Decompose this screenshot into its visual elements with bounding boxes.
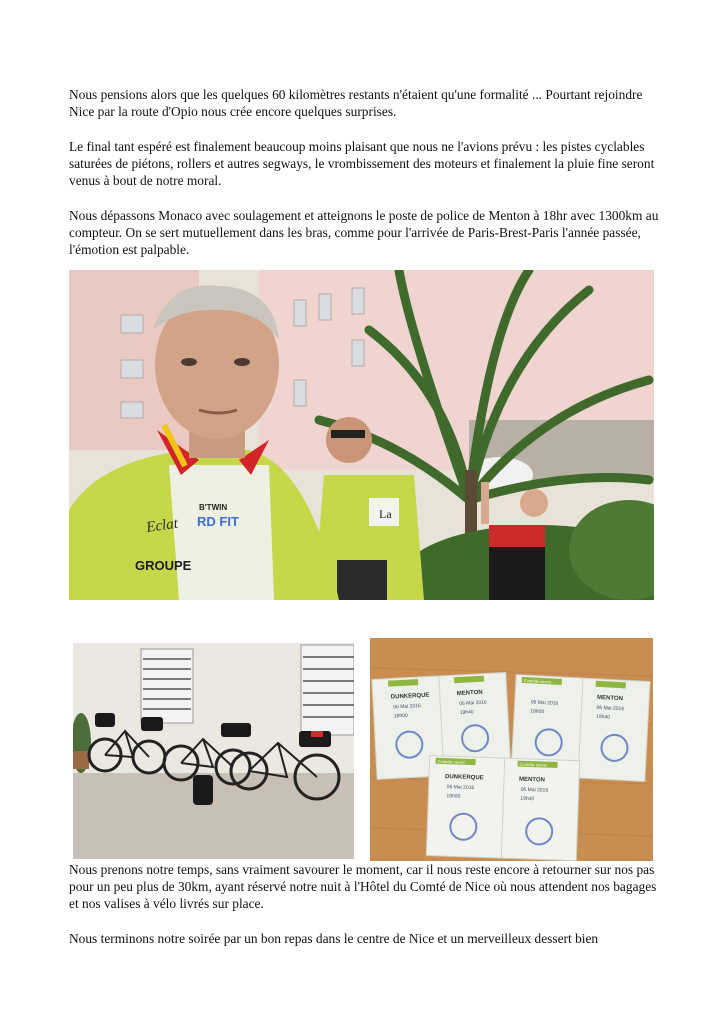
card-3-date-right: 06 Mai 2016 <box>520 786 549 794</box>
pavement <box>73 773 354 859</box>
window-shutter-left <box>141 649 193 723</box>
card-1-time-right: 19h40 <box>459 709 474 716</box>
paragraph-intro: Nous pensions alors que les quelques 60 kilomètres restants n'étaient qu'une formalité ... Pourtant rejoindre Nice par la route d'Opio nous crée encore quelques surprises. <box>69 87 643 119</box>
card-3-time-left: 18h00 <box>446 793 461 800</box>
card-3-tag-right: Contrôle secret <box>519 761 547 768</box>
rider-bib-text: La <box>379 507 392 521</box>
jersey-text-btwin: B'TWIN <box>199 503 228 512</box>
card-2-time-left: 18h00 <box>530 708 545 716</box>
paragraph-final: Le final tant espéré est finalement beaucoup moins plaisant que nous ne l'avions prévu : les pistes cyclables saturées de piétons, rollers et autres segways, le vrombissement des moteurs et finalement la pluie fine seront venus à bout de notre moral. <box>69 139 655 188</box>
jersey-text-groupe: GROUPE <box>135 558 192 573</box>
jersey-text-eclat: Eclat <box>145 515 179 536</box>
selfie-photo <box>69 270 654 600</box>
card-2-city-right: MENTON <box>596 694 624 703</box>
card-2-date-right: 06 Mai 2016 <box>596 704 625 713</box>
card-1-time-left: 18h00 <box>393 712 408 720</box>
card-1-city-left: DUNKERQUE <box>390 692 430 701</box>
paragraph-evening: Nous terminons notre soirée par un bon repas dans le centre de Nice et un merveilleux dessert bien <box>69 931 599 946</box>
card-2-time-right: 19h40 <box>595 713 611 721</box>
card-1-city-right: MENTON <box>456 689 483 698</box>
card-1-date-left: 06 Mai 2016 <box>393 702 422 711</box>
paragraph-hotel: Nous prenons notre temps, sans vraiment savourer le moment, car il nous reste encore à retourner sur nos pas pour un peu plus de 30km, ayant réservé notre nuit à l'Hôtel du Comté de Nice où nous attendent nos bagages et nos valises à vélo livrés sur place. <box>69 862 657 911</box>
paragraph-menton: Nous dépassons Monaco avec soulagement et atteignons le poste de police de Menton à 18hr avec 1300km au compteur. On se sert mutuellement dans les bras, comme pour l'arrivée de Paris-Brest-Paris l'année passée, l'émotion est palpable. <box>69 208 659 257</box>
card-3-date-left: 06 Mai 2016 <box>446 784 475 792</box>
card-2-date-left: 06 Mai 2016 <box>530 699 559 707</box>
card-2-tag: Contrôle secret <box>523 678 552 685</box>
card-3-time-right: 19h40 <box>520 795 535 803</box>
jersey-text-fit: RD FIT <box>197 514 239 529</box>
card-3-tag-left: Contrôle secret <box>437 758 465 765</box>
card-3-city-right: MENTON <box>518 776 545 784</box>
bikes-photo <box>73 643 354 859</box>
card-1-date-right: 06 Mai 2016 <box>459 699 487 707</box>
window-shutter-right <box>301 645 354 735</box>
card-3-city-left: DUNKERQUE <box>444 774 484 782</box>
brevet-cards-photo <box>370 638 653 861</box>
brevet-card-3 <box>426 756 579 861</box>
